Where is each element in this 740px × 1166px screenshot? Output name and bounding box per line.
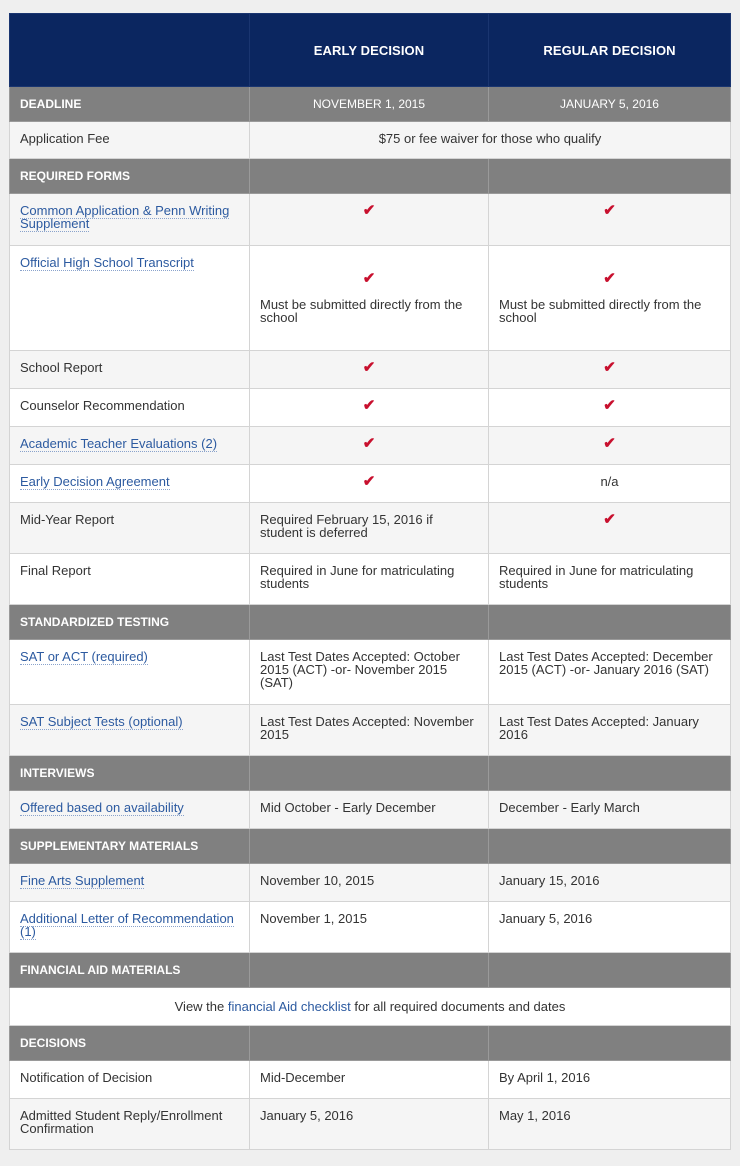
ed-agreement-link[interactable]: Early Decision Agreement [20, 474, 170, 489]
application-fee-row [10, 122, 731, 159]
reply-ed: January 5, 2016 [250, 1099, 489, 1150]
table-row [10, 427, 731, 465]
checkmark-icon: ✔ [362, 435, 376, 452]
notification-rd: By April 1, 2016 [489, 1061, 731, 1099]
table-row [10, 194, 731, 246]
table-row [10, 902, 731, 953]
admissions-deadline-table-wrapper [9, 13, 730, 1150]
section-required-forms [10, 159, 731, 194]
table-row [10, 791, 731, 829]
additional-letter-link[interactable]: Additional Letter of Recommendation (1) [20, 911, 234, 939]
sat-act-ed: Last Test Dates Accepted: October 2015 (ACT) -or- November 2015 (SAT) [250, 640, 489, 705]
additional-letter-ed: November 1, 2015 [250, 902, 489, 953]
checkmark-icon: ✔ [362, 270, 376, 287]
checkmark-icon: ✔ [603, 202, 616, 219]
checkmark-icon: ✔ [603, 511, 616, 528]
reply-rd: May 1, 2016 [489, 1099, 731, 1150]
table-row [10, 246, 731, 351]
checkmark-icon: ✔ [362, 473, 376, 490]
section-title: STANDARDIZED TESTING [10, 605, 250, 640]
checkmark-icon: ✔ [603, 397, 616, 414]
table-row [10, 503, 731, 554]
section-financial-aid [10, 953, 731, 988]
checkmark-icon: ✔ [603, 270, 616, 287]
interviews-ed: Mid October - Early December [250, 791, 489, 829]
fine-arts-ed: November 10, 2015 [250, 864, 489, 902]
midyear-label: Mid-Year Report [10, 503, 250, 554]
section-title: SUPPLEMENTARY MATERIALS [10, 829, 250, 864]
transcript-link[interactable]: Official High School Transcript [20, 255, 194, 270]
header-blank-cell [10, 14, 250, 87]
common-app-link[interactable]: Common Application & Penn Writing Supplement [20, 203, 230, 231]
additional-letter-rd: January 5, 2016 [489, 902, 731, 953]
subject-tests-ed: Last Test Dates Accepted: November 2015 [250, 705, 489, 756]
header-early-decision: EARLY DECISION [250, 14, 489, 87]
notification-ed: Mid-December [250, 1061, 489, 1099]
fine-arts-link[interactable]: Fine Arts Supplement [20, 873, 145, 888]
interviews-rd: December - Early March [489, 791, 731, 829]
ed-agreement-rd: n/a [489, 465, 731, 503]
section-title: INTERVIEWS [10, 756, 250, 791]
section-decisions [10, 1026, 731, 1061]
table-row [10, 864, 731, 902]
application-fee-value: $75 or fee waiver for those who qualify [250, 122, 731, 159]
table-row [10, 640, 731, 705]
checkmark-icon: ✔ [603, 359, 616, 376]
sat-act-rd: Last Test Dates Accepted: December 2015 (ACT) -or- January 2016 (SAT) [489, 640, 731, 705]
deadline-ed: NOVEMBER 1, 2015 [250, 87, 489, 122]
counselor-label: Counselor Recommendation [10, 389, 250, 427]
transcript-note-rd: Must be submitted directly from the school [499, 297, 702, 325]
section-title: DECISIONS [10, 1026, 250, 1061]
table-row [10, 465, 731, 503]
school-report-label: School Report [10, 351, 250, 389]
deadline-row [10, 87, 731, 122]
midyear-ed: Required February 15, 2016 if student is deferred [250, 503, 489, 554]
final-report-ed: Required in June for matriculating students [250, 554, 489, 605]
notification-label: Notification of Decision [10, 1061, 250, 1099]
teacher-evaluations-link[interactable]: Academic Teacher Evaluations (2) [20, 436, 218, 451]
sat-act-link[interactable]: SAT or ACT (required) [20, 649, 148, 664]
deadline-rd: JANUARY 5, 2016 [489, 87, 731, 122]
admissions-deadline-table [9, 13, 731, 1150]
section-interviews [10, 756, 731, 791]
reply-label: Admitted Student Reply/Enrollment Confirmation [10, 1099, 250, 1150]
checkmark-icon: ✔ [362, 359, 376, 376]
fine-arts-rd: January 15, 2016 [489, 864, 731, 902]
section-supplementary-materials [10, 829, 731, 864]
subject-tests-rd: Last Test Dates Accepted: January 2016 [489, 705, 731, 756]
final-report-rd: Required in June for matriculating students [489, 554, 731, 605]
transcript-note-ed: Must be submitted directly from the school [260, 297, 463, 325]
checkmark-icon: ✔ [603, 435, 616, 452]
final-report-label: Final Report [10, 554, 250, 605]
checkmark-icon: ✔ [362, 397, 376, 414]
financial-aid-text: View the financial Aid checklist for all required documents and dates [10, 988, 731, 1026]
deadline-label: DEADLINE [10, 87, 250, 122]
subject-tests-link[interactable]: SAT Subject Tests (optional) [20, 714, 183, 729]
table-header-row [10, 14, 731, 87]
section-title: REQUIRED FORMS [10, 159, 250, 194]
table-row [10, 351, 731, 389]
application-fee-label: Application Fee [10, 122, 250, 159]
table-row [10, 554, 731, 605]
header-regular-decision: REGULAR DECISION [489, 14, 731, 87]
table-row [10, 389, 731, 427]
table-row [10, 705, 731, 756]
financial-aid-row [10, 988, 731, 1026]
checkmark-icon: ✔ [362, 202, 376, 219]
financial-aid-checklist-link[interactable]: financial Aid checklist [227, 999, 351, 1014]
table-row [10, 1061, 731, 1099]
table-row [10, 1099, 731, 1150]
section-standardized-testing [10, 605, 731, 640]
section-title: FINANCIAL AID MATERIALS [10, 953, 250, 988]
interviews-link[interactable]: Offered based on availability [20, 800, 184, 815]
